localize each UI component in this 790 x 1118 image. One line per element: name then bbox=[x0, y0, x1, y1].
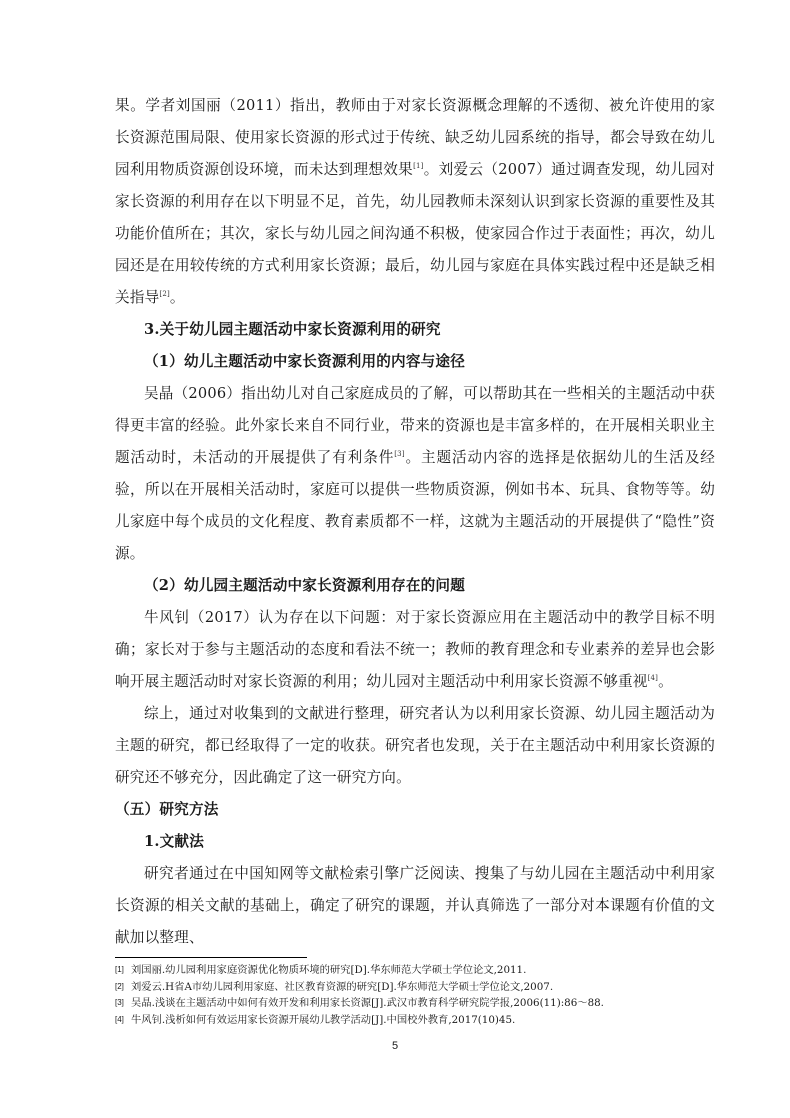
footnote-item bbox=[115, 962, 715, 979]
citation-mark: [3] bbox=[394, 450, 405, 459]
paragraph-literature-liu bbox=[115, 90, 715, 314]
paragraph-text: 。主题活动内容的选择是依据幼儿的生活及经验，所以在开展相关活动时，家庭可以提供一些物质资源，例如书本、玩具、食物等等。幼儿家庭中每个成员的文化程度、教育素质都不一样，这就为主题活动的开展提供了“隐性”资源。 bbox=[115, 449, 715, 562]
paragraph-text: 。 bbox=[658, 673, 673, 690]
paragraph-wu-jing bbox=[115, 378, 715, 570]
footnote-mark: [2] bbox=[115, 981, 124, 991]
footnote-mark: [4] bbox=[115, 1014, 124, 1024]
paragraph-niu-fengzhao bbox=[115, 602, 715, 698]
paragraph-text: 牛风钊（2017）认为存在以下问题：对于家长资源应用在主题活动中的教学目标不明确；家长对于参与主题活动的态度和看法不统一；教师的教育理念和专业素养的差异也会影响开展主题活动时对家长资源的利用；幼儿园对主题活动中利用家长资源不够重视 bbox=[115, 609, 715, 690]
section-heading-methods: （五）研究方法 bbox=[115, 801, 219, 818]
paragraph-summary: 综上，通过对收集到的文献进行整理，研究者认为以利用家长资源、幼儿园主题活动为主题的研究，都已经取得了一定的收获。研究者也发现，关于在主题活动中利用家长资源的研究还不够充分，因此确定了这一研究方向。 bbox=[115, 705, 715, 786]
paragraph-text: 果。学者刘国丽（2011）指出，教师由于对家长资源概念理解的不透彻、被允许使用的家长资源范围局限、使用家长资源的形式过于传统、缺乏幼儿园系统的指导，都会导致在幼儿园利用物质资源创设环境，而未达到理想效果 bbox=[115, 97, 715, 178]
footnote-text: 刘爱云.H省A市幼儿园利用家庭、社区教育资源的研究[D].华东师范大学硕士学位论文,2007. bbox=[131, 980, 554, 993]
paragraph-text: 。 bbox=[169, 289, 185, 306]
paragraph-literature-method: 研究者通过在中国知网等文献检索引擎广泛阅读、搜集了与幼儿园在主题活动中利用家长资源的相关文献的基础上，确定了研究的课题，并认真筛选了一部分对本课题有价值的文献加以整理、 bbox=[115, 865, 715, 946]
footnote-text: 牛风钊.浅析如何有效运用家长资源开展幼儿教学活动[J].中国校外教育,2017(10)45. bbox=[131, 1013, 516, 1026]
footnote-mark: [3] bbox=[115, 998, 124, 1007]
footnote-text: 吴晶.浅谈在主题活动中如何有效开发和利用家长资源[J].武汉市教育科学研究院学报,2006(11):86～88. bbox=[131, 997, 604, 1009]
footnotes bbox=[115, 962, 715, 1028]
paragraph-text: 吴晶（2006）指出幼儿对自己家庭成员的了解，可以帮助其在一些相关的主题活动中获得更丰富的经验。此外家长来自不同行业，带来的资源也是丰富多样的，在开展相关职业主题活动时，未活动的开展提供了有利条件 bbox=[115, 385, 715, 466]
page-number: 5 bbox=[391, 1040, 399, 1052]
footnote-item bbox=[115, 979, 715, 996]
footnote-item bbox=[115, 1012, 715, 1029]
footnote-separator bbox=[115, 957, 307, 958]
citation-mark: [2] bbox=[159, 290, 170, 299]
footnote-item bbox=[115, 995, 715, 1012]
footnote-text: 刘国丽.幼儿园利用家庭资源优化物质环境的研究[D].华东师范大学硕士学位论文,2011. bbox=[131, 964, 527, 976]
subsection-heading-1: （1）幼儿主题活动中家长资源利用的内容与途径 bbox=[144, 353, 466, 370]
citation-mark: [4] bbox=[647, 674, 659, 683]
subsection-heading-literature-method: 1.文献法 bbox=[144, 833, 205, 850]
body-text bbox=[115, 90, 715, 954]
section-heading-3: 3.关于幼儿园主题活动中家长资源利用的研究 bbox=[144, 321, 441, 338]
subsection-heading-2: （2）幼儿园主题活动中家长资源利用存在的问题 bbox=[144, 577, 466, 594]
paragraph-text: 。刘爱云（2007）通过调查发现，幼儿园对家长资源的利用存在以下明显不足，首先，幼儿园教师未深刻认识到家长资源的重要性及其功能价值所在；其次，家长与幼儿园之间沟通不积极，使家园合作过于表面性；再次，幼儿园还是在用较传统的方式利用家长资源；最后，幼儿园与家庭在具体实践过程中还是缺乏相关指导 bbox=[115, 161, 715, 306]
footnote-mark: [1] bbox=[115, 965, 124, 974]
citation-mark: [1] bbox=[413, 162, 424, 171]
